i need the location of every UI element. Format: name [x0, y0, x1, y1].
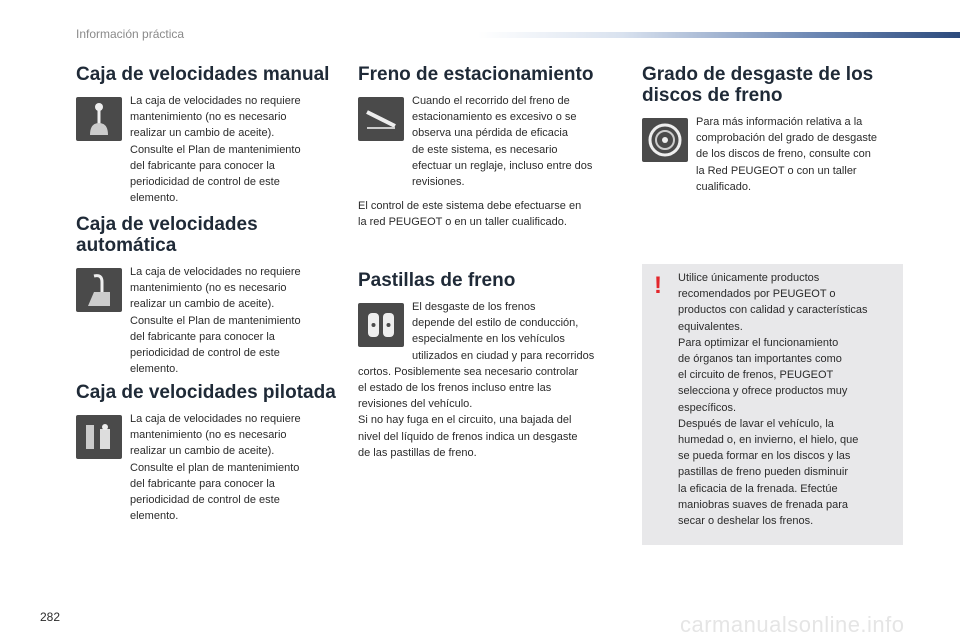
- text-line: elemento.: [130, 363, 179, 376]
- text-line: utilizados en ciudad y para recorridos: [412, 349, 595, 362]
- section-header: Información práctica: [76, 27, 185, 41]
- section-manual: [76, 64, 338, 206]
- text-line: Consulte el Plan de mantenimiento: [130, 314, 301, 327]
- text-line: realizar un cambio de aceite).: [130, 298, 275, 311]
- text-line: la red PEUGEOT o en un taller cualificado.: [358, 216, 567, 229]
- text-line: revisiones del vehículo.: [358, 398, 473, 411]
- text-line: Consulte el plan de mantenimiento: [130, 461, 300, 474]
- text-line: La caja de velocidades no requiere: [130, 413, 301, 425]
- text-line: mantenimiento (no es necesario: [130, 282, 287, 295]
- title-manual: Caja de velocidades manual: [76, 64, 330, 85]
- text-line: el circuito de frenos, PEUGEOT: [678, 369, 834, 382]
- text-manual: [130, 93, 301, 206]
- brake-disc-icon: [642, 118, 688, 162]
- text-line: maniobras suaves de frenada para: [678, 498, 848, 511]
- text-line: El desgaste de los frenos: [412, 301, 536, 313]
- title-discos: Grado de desgaste de los discos de freno: [642, 64, 874, 106]
- title-freno: Freno de estacionamiento: [358, 64, 594, 85]
- text-line: La caja de velocidades no requiere: [130, 266, 301, 278]
- title-automatica: Caja de velocidades automática: [76, 214, 258, 256]
- parking-brake-icon: [358, 97, 404, 141]
- text-line: mantenimiento (no es necesario: [130, 111, 287, 124]
- text-line: elemento.: [130, 510, 179, 523]
- text-line: Después de lavar el vehículo, la: [678, 417, 834, 430]
- text-line: productos con calidad y características: [678, 304, 868, 317]
- text-line: periodicidad de control de este: [130, 347, 280, 360]
- text-freno: [412, 93, 592, 190]
- section-pilotada: [76, 382, 338, 524]
- brake-pads-icon: [358, 303, 404, 347]
- text-line: Utilice únicamente productos: [678, 272, 820, 284]
- text-note: [678, 270, 895, 529]
- text-line: humedad o, en invierno, el hielo, que: [678, 434, 859, 447]
- watermark: carmanualsonline.info: [680, 612, 905, 637]
- text-line: recomendados por PEUGEOT o: [678, 288, 836, 301]
- text-line: estacionamiento es excesivo o se: [412, 111, 577, 124]
- text-line: comprobación del grado de desgaste: [696, 132, 878, 145]
- section-automatica: [76, 214, 338, 377]
- text-line: del fabricante para conocer la: [130, 477, 275, 490]
- warning-note-box: [642, 264, 903, 545]
- text-line: realizar un cambio de aceite).: [130, 445, 275, 458]
- text-line: Consulte el Plan de mantenimiento: [130, 143, 301, 156]
- text-line: El control de este sistema debe efectuarse en: [358, 200, 582, 213]
- text-line: Para más información relativa a la: [696, 116, 863, 128]
- title-pilotada: Caja de velocidades pilotada: [76, 382, 336, 403]
- text-line: especialmente en los vehículos: [412, 333, 565, 346]
- text-line: realizar un cambio de aceite).: [130, 127, 275, 140]
- text-discos: [696, 114, 877, 195]
- text-line: Para optimizar el funcionamiento: [678, 336, 839, 349]
- section-discos: [642, 64, 904, 195]
- text-line: La caja de velocidades no requiere: [130, 95, 301, 107]
- text-line: específicos.: [678, 401, 737, 414]
- text-pilotada: [130, 411, 301, 524]
- text-line: secar o deshelar los frenos.: [678, 515, 814, 528]
- section-freno-estacionamiento: [358, 64, 620, 231]
- text-freno-extra: [358, 198, 620, 230]
- text-line: periodicidad de control de este: [130, 176, 280, 189]
- text-line: cualificado.: [696, 180, 752, 193]
- text-line: observa una pérdida de eficacia: [412, 127, 568, 140]
- text-automatica: [130, 264, 301, 377]
- text-line: revisiones.: [412, 176, 465, 189]
- section-pastillas: [358, 270, 620, 461]
- text-line: la eficacia de la frenada. Efectúe: [678, 482, 838, 495]
- text-line: periodicidad de control de este: [130, 494, 280, 507]
- text-line: se pueda formar en los discos y las: [678, 450, 851, 463]
- text-line: de las pastillas de freno.: [358, 446, 477, 459]
- text-line: el estado de los frenos incluso entre las: [358, 382, 552, 395]
- text-line: de los discos de freno, consulte con: [696, 148, 871, 161]
- text-line: selecciona y ofrece productos muy: [678, 385, 848, 398]
- text-line: del fabricante para conocer la: [130, 330, 275, 343]
- gear-lever-piloted-icon: [76, 415, 122, 459]
- text-line: Cuando el recorrido del freno de: [412, 95, 570, 107]
- warning-exclamation-icon: !: [654, 272, 662, 299]
- text-line: del fabricante para conocer la: [130, 159, 275, 172]
- text-line: de este sistema, es necesario: [412, 143, 558, 156]
- page-number: 282: [40, 610, 61, 624]
- title-pastillas: Pastillas de freno: [358, 270, 516, 291]
- text-line: Si no hay fuga en el circuito, una bajada del: [358, 414, 572, 427]
- text-line: mantenimiento (no es necesario: [130, 429, 287, 442]
- text-line: de órganos tan importantes como: [678, 353, 842, 366]
- text-line: pastillas de freno pueden disminuir: [678, 466, 848, 479]
- text-line: depende del estilo de conducción,: [412, 317, 579, 330]
- gear-lever-manual-icon: [76, 97, 122, 141]
- text-line: nivel del líquido de frenos indica un desgaste: [358, 430, 578, 443]
- header-gradient-bar: [478, 32, 960, 38]
- text-line: equivalentes.: [678, 320, 743, 333]
- text-line: elemento.: [130, 192, 179, 205]
- text-line: cortos. Posiblemente sea necesario controlar: [358, 365, 579, 378]
- text-line: la Red PEUGEOT o con un taller: [696, 164, 857, 177]
- text-pastillas-extra: [358, 364, 620, 461]
- text-pastillas: [412, 299, 594, 364]
- gear-lever-automatic-icon: [76, 268, 122, 312]
- text-line: efectuar un reglaje, incluso entre dos: [412, 159, 593, 172]
